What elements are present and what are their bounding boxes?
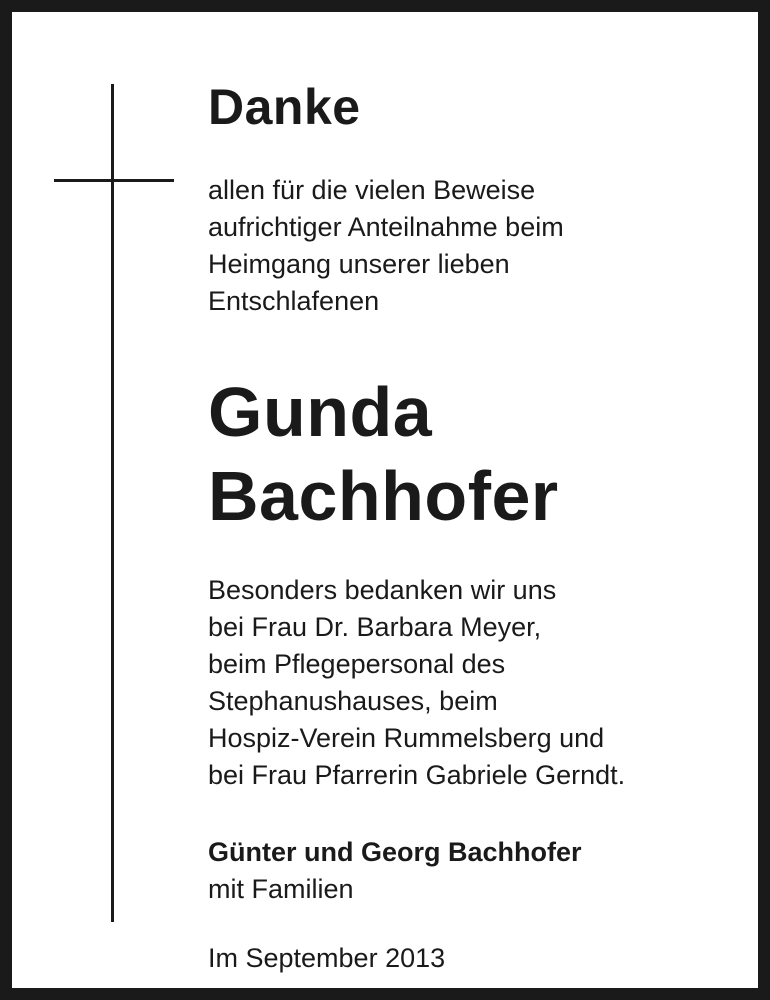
- cross-horizontal-bar: [54, 179, 174, 182]
- cross-vertical-bar: [111, 84, 114, 922]
- signers: Günter und Georg Bachhofer: [208, 837, 582, 867]
- intro-text: allen für die vielen Beweise aufrichtiger Anteilnahme beim Heimgang unserer lieben Entschlafenen: [208, 175, 564, 316]
- notice-heading: Danke: [208, 79, 361, 135]
- deceased-name: Gunda Bachhofer: [208, 373, 559, 535]
- special-thanks-text: Besonders bedanken wir uns bei Frau Dr. Barbara Meyer, beim Pflegepersonal des Stephanushauses, beim Hospiz-Verein Rummelsberg und bei Frau Pfarrerin Gabriele Gerndt.: [208, 575, 626, 790]
- signers-families: mit Familien: [208, 874, 354, 904]
- notice-date: Im September 2013: [208, 943, 446, 973]
